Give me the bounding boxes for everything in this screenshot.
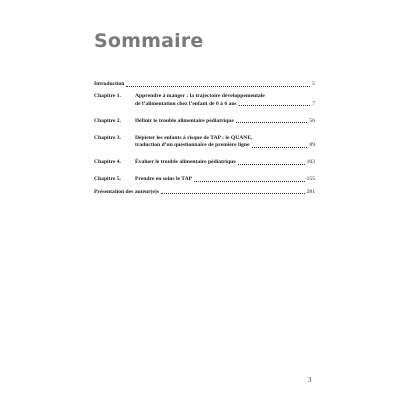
page-folio-number: 3	[308, 376, 312, 384]
toc-entry-chapter-2[interactable]	[94, 118, 315, 125]
toc-page-number: 155	[306, 176, 315, 183]
toc-entry-title-line: traduction d’un questionnaire de première ligne	[135, 142, 250, 149]
toc-entry-title-line: Dépister les enfants à risque de TAP : le QUANE,	[135, 134, 253, 141]
toc-page-number: 5	[312, 81, 315, 87]
toc-page-number: 7	[312, 100, 315, 107]
toc-entry-chapter-5[interactable]	[94, 176, 315, 183]
toc-page-number: 281	[306, 188, 315, 195]
chapter-label: Chapitre 3.	[94, 134, 121, 141]
table-of-contents	[94, 81, 315, 206]
toc-page-number: 56	[309, 117, 315, 124]
chapter-label: Chapitre 2.	[94, 117, 121, 124]
toc-entry-chapter-4[interactable]	[94, 159, 315, 166]
toc-entry-title-line: Définir le trouble alimentaire pédiatrique	[135, 117, 234, 124]
toc-entry-introduction[interactable]	[94, 81, 315, 88]
dot-leader	[238, 164, 305, 165]
dot-leader	[126, 86, 310, 87]
dot-leader	[236, 122, 308, 123]
toc-entry-title-line: Apprendre à manger : la trajectoire développementale	[135, 93, 265, 100]
chapter-label: Chapitre 4.	[94, 159, 121, 166]
toc-entry-title: Introduction	[94, 81, 125, 87]
toc-entry-title: Présentation des auteur(e)s	[94, 188, 159, 195]
page-title: Sommaire	[94, 30, 204, 52]
toc-entry-chapter-3[interactable]	[94, 135, 315, 150]
toc-page-number: 103	[306, 159, 315, 166]
dot-leader	[252, 147, 308, 148]
chapter-label: Chapitre 5.	[94, 176, 121, 183]
toc-page-number: 89	[309, 142, 315, 149]
toc-entry-authors[interactable]	[94, 189, 315, 196]
dot-leader	[161, 193, 305, 194]
toc-entry-chapter-1[interactable]	[94, 93, 315, 108]
dot-leader	[194, 181, 305, 182]
toc-entry-title-line: Prendre en soins le TAP	[135, 176, 193, 183]
toc-entry-title-line: de l’alimentation chez l’enfant de 0 à 6 ans	[135, 100, 237, 107]
toc-entry-title-line: Évaluer le trouble alimentaire pédiatrique	[135, 159, 236, 166]
chapter-label: Chapitre 1.	[94, 93, 121, 100]
dot-leader	[239, 105, 311, 106]
